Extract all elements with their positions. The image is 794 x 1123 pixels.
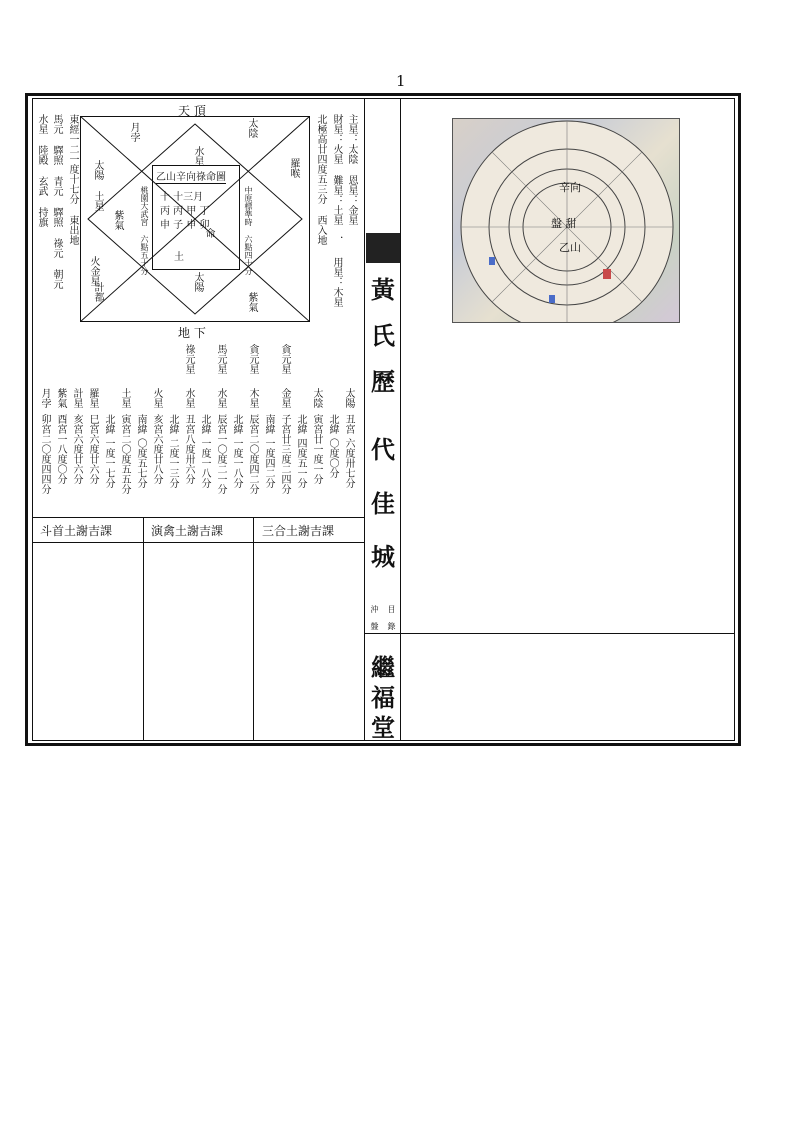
chart-center-ming: 命 <box>203 228 214 238</box>
star-moon-deg: 四度五一分 <box>295 438 306 488</box>
chart-cell-ziqi: 紫氣 <box>112 210 123 230</box>
chart-cell-yuebei: 月孛 <box>128 122 139 142</box>
chart-center-line-1: 十 十三月 <box>160 192 204 203</box>
chart-cell-ziqi-bottom: 紫氣 <box>246 292 257 312</box>
title-char-3: 歷 <box>371 367 395 396</box>
divider-title-right <box>400 98 401 741</box>
star-venus-tag: 貪元星 <box>279 344 290 374</box>
header-doushou: 斗首土謝吉課 <box>40 524 113 538</box>
star-sun-lat: 北緯 <box>327 414 338 434</box>
star-jupiter-tag: 貪元星 <box>247 344 258 374</box>
chart-bottom-label: 地 下 <box>178 326 206 340</box>
star-ziqi-pos: 酉宮一八度〇分 <box>55 414 66 484</box>
star-mercury2-lat: 北緯 <box>167 414 178 434</box>
page-number: 1 <box>396 72 406 90</box>
title-char-1: 黃 <box>371 275 395 304</box>
star-saturn: 土星 <box>119 388 130 408</box>
star-mercury: 水星 <box>215 388 226 408</box>
chart-cell-ketu: 計都 <box>92 282 103 302</box>
star-mercury2-deg: 二度一三分 <box>167 438 178 488</box>
star-moon-pos: 寅宮廿一度一分 <box>311 414 322 484</box>
star-venus-deg: 一度四二分 <box>263 438 274 488</box>
star-sun-extra: 〇度〇分 <box>327 438 338 478</box>
star-mars: 火星 <box>151 388 162 408</box>
chart-right-note: 中原標準時 六點四十分 <box>244 186 253 275</box>
star-venus-pos: 子宮廿三度二四分 <box>279 414 290 494</box>
compass-center-text: 乙山 <box>559 241 581 254</box>
divider-col-2 <box>253 517 254 741</box>
star-ziqi: 紫氣 <box>55 388 66 408</box>
chart-cell-fire-metal: 火金星 <box>88 256 99 286</box>
star-sun: 太陽 <box>343 388 354 408</box>
header-yanqin: 演禽土謝吉課 <box>151 524 224 538</box>
divider-bottom-headers <box>33 517 364 518</box>
star-venus: 金星 <box>279 388 290 408</box>
star-jupiter-pos: 辰宮二〇度四二分 <box>247 414 258 494</box>
chart-cell-rahu: 羅喉 <box>288 158 299 178</box>
horse-yuan-line: 馬元 驛照 青元 驛照 祿元 朝元 <box>51 114 62 289</box>
star-jupiter-deg: 一度一八分 <box>231 438 242 488</box>
pole-height-line: 北極高廿四度五三分 西入地 <box>315 114 326 245</box>
compass-mid-text: 盤 甜 <box>551 217 577 230</box>
divider-header-row <box>33 542 364 543</box>
hall-char-3: 堂 <box>371 713 395 742</box>
star-mercury-lat: 北緯 <box>199 414 210 434</box>
title-sub-left: 沖 盤 <box>370 605 379 630</box>
star-moon: 太陰 <box>311 388 322 408</box>
star-mercury-deg: 一度一八分 <box>199 438 210 488</box>
star-yuebei-pos: 卯宮二〇度四四分 <box>39 414 50 494</box>
title-char-6: 城 <box>371 542 395 571</box>
star-mercury2: 水星 <box>183 388 194 408</box>
star-mercury-pos: 辰宮一〇度二一分 <box>215 414 226 494</box>
star-mercury-tag: 馬元星 <box>215 344 226 374</box>
chart-center-line-2: 丙 丙 甲 丁 <box>160 206 210 217</box>
chart-cell-sun-bottom: 太陽 <box>192 272 203 292</box>
title-char-5: 佳 <box>371 489 395 518</box>
star-venus-lat: 南緯 <box>263 414 274 434</box>
title-char-2: 氏 <box>371 321 395 350</box>
chart-left-note: 桃園大武宮 六點五十分 <box>140 186 149 275</box>
star-mercury2-tag: 祿元星 <box>183 344 194 374</box>
star-jupiter-lat: 北緯 <box>231 414 242 434</box>
hall-char-1: 繼 <box>371 653 395 682</box>
star-ketu: 計星 <box>71 388 82 408</box>
title-sub-right: 目 錄 <box>387 605 396 630</box>
star-sun-pos: 丑宮 <box>343 414 354 434</box>
chart-center-note: 土 <box>174 252 184 263</box>
star-mars-lat: 南緯 <box>135 414 146 434</box>
title-char-4: 代 <box>371 435 395 464</box>
divider-col-1 <box>143 517 144 741</box>
star-mercury2-pos: 丑宮八度卅六分 <box>183 414 194 484</box>
water-star-line: 水星 陸殿 玄武 持旗 <box>36 114 47 227</box>
star-saturn-lat: 北緯 <box>103 414 114 434</box>
star-saturn-pos: 寅宮二〇度五五分 <box>119 414 130 494</box>
title-band <box>366 233 400 263</box>
divider-title-left <box>364 98 365 741</box>
star-sun-deg: 六度卅七分 <box>343 438 354 488</box>
star-mars-deg: 〇度五七分 <box>135 438 146 488</box>
chart-cell-sun-saturn: 太陽 土星 <box>92 160 103 211</box>
longitude-line: 東經一二一度十七分 東出地 <box>67 114 78 245</box>
compass-photo <box>452 118 680 323</box>
star-ketu-pos: 亥宮六度廿六分 <box>71 414 82 484</box>
chart-center-title: 乙山辛向祿命圖 <box>156 168 226 184</box>
star-rahu: 羅星 <box>87 388 98 408</box>
star-yuebei: 月孛 <box>39 388 50 408</box>
header-sanhe: 三合土謝吉課 <box>262 524 335 538</box>
chart-center-line-3: 申 子 申 卯 <box>160 220 210 231</box>
star-jupiter: 木星 <box>247 388 258 408</box>
chart-cell-water: 水星 <box>192 146 203 166</box>
compass-top-text: 辛向 <box>559 181 581 194</box>
chart-top-label: 天 頂 <box>178 104 206 118</box>
star-saturn-deg: 一度一七分 <box>103 438 114 488</box>
star-rahu-pos: 巳宮六度廿六分 <box>87 414 98 484</box>
star-mars-pos: 亥宮六度廿八分 <box>151 414 162 484</box>
star-moon-lat: 北緯 <box>295 414 306 434</box>
main-star-line: 主星：太陰 恩星：金星 <box>346 114 357 225</box>
divider-hall <box>364 633 735 634</box>
chart-cell-moon: 太陰 <box>246 118 257 138</box>
hall-char-2: 福 <box>371 683 395 712</box>
wealth-star-line: 財星：火星 難星：土星 ． 用星：木星 <box>331 114 342 307</box>
